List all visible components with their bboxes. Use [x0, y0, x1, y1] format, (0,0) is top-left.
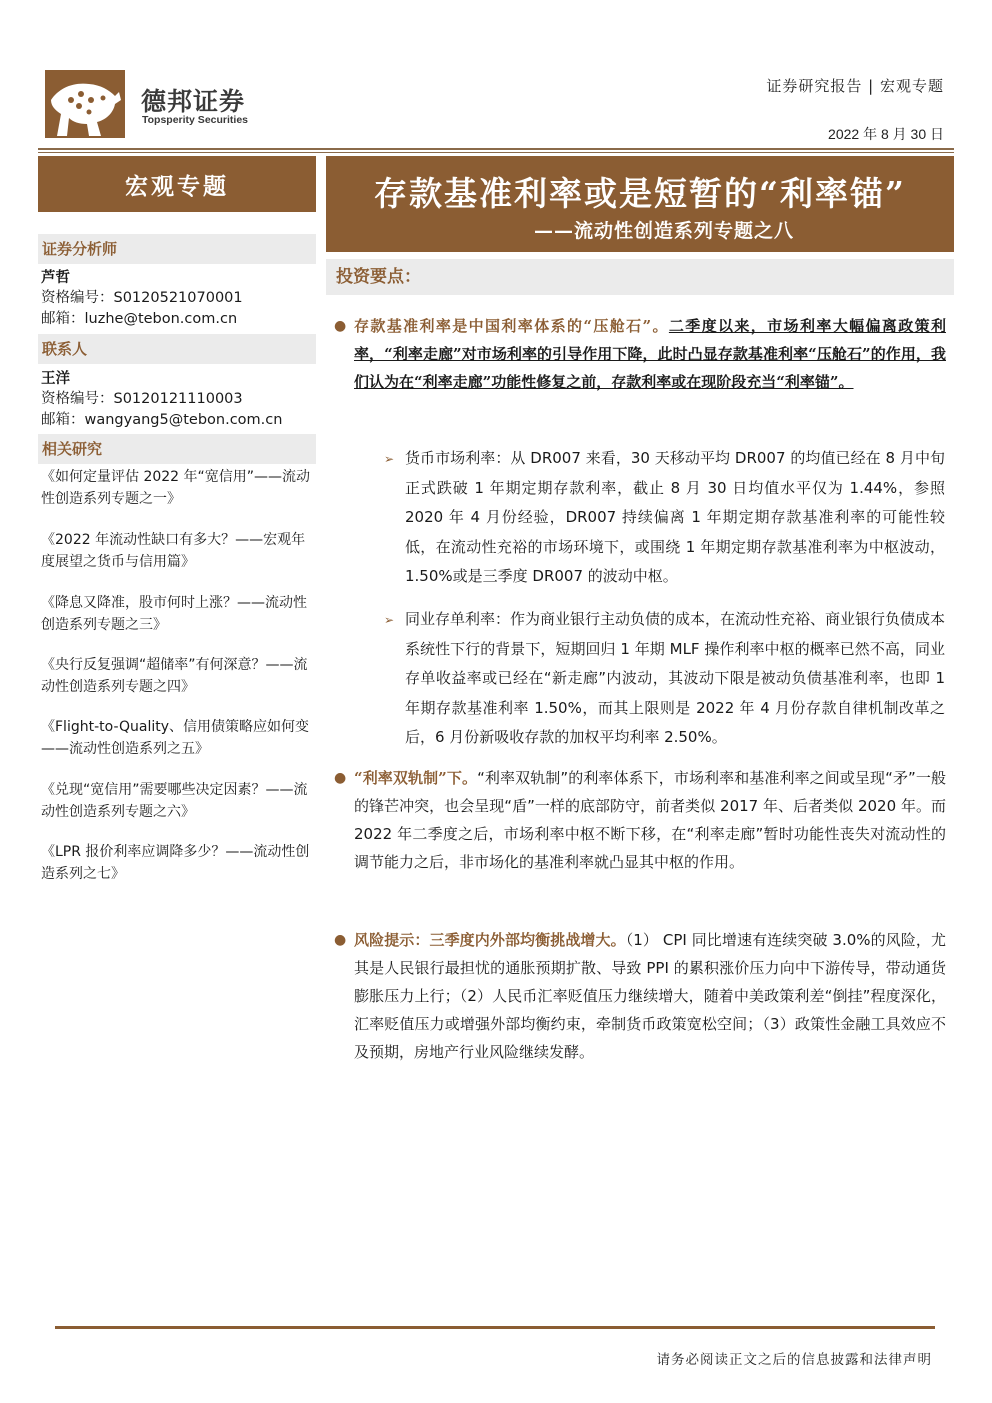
key-point-2-lead: “利率双轨制”下。	[354, 769, 478, 787]
risk-warning	[354, 926, 946, 1066]
contact-cert: 资格编号：S0120121110003	[41, 391, 243, 407]
sub-point-interbank-cd: 同业存单利率：作为商业银行主动负债的成本，在流动性充裕、商业银行负债成本系统性下行的背景下，短期回归 1 年期 MLF 操作利率中枢的概率已然不高，同业存单收益率或已经在“新走廊”内波动，其波动下限是被动负债基准利率，也即 1 年期存款基准利率 1.50%，而其上限则是 2022 年 4 月份存款自律机制改革之后，6 月份新吸收存款的加权平均利率 2.50%。	[405, 610, 946, 746]
report-subtitle: ——流动性创造系列专题之八	[533, 220, 794, 242]
related-report-item[interactable]: 《2022 年流动性缺口有多大？——宏观年度展望之货币与信用篇》	[41, 532, 306, 570]
logo-text-en: Topsperity Securities	[142, 114, 249, 126]
contact-section-heading: 联系人	[38, 334, 316, 364]
arrow-bullet-icon: ➢	[384, 452, 395, 466]
related-report-item[interactable]: 《央行反复强调“超储率”有何深意？——流动性创造系列专题之四》	[41, 657, 308, 695]
analyst-email[interactable]: 邮箱：luzhe@tebon.com.cn	[41, 311, 238, 327]
logo-text-cn: 德邦证券	[141, 87, 246, 116]
category-label: 宏观专题	[125, 172, 229, 200]
category-banner	[38, 156, 316, 212]
related-report-item[interactable]: 《兑现“宽信用”需要哪些决定因素？——流动性创造系列专题之六》	[41, 782, 308, 820]
key-point-2	[354, 764, 946, 876]
contact-email[interactable]: 邮箱：wangyang5@tebon.com.cn	[41, 412, 283, 428]
key-point-1	[354, 312, 946, 396]
related-report-item[interactable]: 《如何定量评估 2022 年“宽信用”——流动性创造系列专题之一》	[41, 469, 311, 507]
related-report-item[interactable]: 《降息又降准，股市何时上涨？——流动性创造系列专题之三》	[41, 595, 307, 633]
risk-warning-lead: 风险提示：三季度内外部均衡挑战增大。	[354, 931, 626, 949]
header-divider-thin	[38, 152, 954, 153]
key-point-1-lead: 存款基准利率是中国利率体系的“压舱石”。	[354, 317, 669, 335]
sub-point-money-market: 货币市场利率：从 DR007 来看，30 天移动平均 DR007 的均值已经在 8 月中旬正式跌破 1 年期定期存款利率，截止 8 月 30 日均值水平仅为 1.44%，参照 2020 年 4 月份经验，DR007 持续偏离 1 年期定期存款基准利率的可能性较低，在流动性充裕的市场环境下，或围绕 1 年期定期存款基准利率为中枢波动，1.50%或是三季度 DR007 的波动中枢。	[405, 449, 945, 585]
analyst-info	[41, 267, 243, 330]
bullet-icon: ●	[334, 318, 347, 334]
bullet-icon: ●	[334, 770, 347, 786]
report-title: 存款基准利率或是短暂的“利率锚”	[374, 174, 906, 213]
related-report-item[interactable]: 《LPR 报价利率应调降多少？——流动性创造系列之七》	[41, 844, 310, 882]
title-banner	[326, 156, 954, 252]
key-point-1-body: 二季度以来，市场利率大幅偏离政策利率，“利率走廊”对市场利率的引导作用下降，此时凸显存款基准利率“压舱石”的作用，我们认为在“利率走廊”功能性修复之前，存款利率或在现阶段充当“利率锚”。	[354, 317, 946, 391]
related-report-item[interactable]: 《Flight-to-Quality、信用债策略应如何变——流动性创造系列之五》	[41, 719, 310, 757]
key-point-2-body: “利率双轨制”的利率体系下，市场利率和基准利率之间或呈现“矛”一般的锋芒冲突，也会呈现“盾”一样的底部防守，前者类似 2017 年、后者类似 2020 年。而 2022 年二季度之后，市场利率中枢不断下移，在“利率走廊”暂时功能性丧失对流动性的调节能力之后，非市场化的基准利率就凸显其中枢的作用。	[354, 769, 946, 871]
analyst-cert: 资格编号：S0120521070001	[41, 290, 243, 306]
key-points-heading: 投资要点：	[326, 259, 954, 295]
analyst-section-heading: 证券分析师	[38, 234, 316, 264]
leopard-logo-icon	[45, 70, 125, 138]
bullet-icon: ●	[334, 932, 347, 948]
related-section-heading: 相关研究	[38, 434, 316, 464]
header-divider	[38, 148, 954, 150]
analyst-name: 芦哲	[41, 269, 70, 286]
company-logo	[45, 70, 255, 140]
risk-warning-body: （1） CPI 同比增速有连续突破 3.0%的风险，尤其是人民银行最担忧的通胀预期扩散、导致 PPI 的累积涨价压力向中下游传导，带动通货膨胀压力上行；（2）人民币汇率贬值压力继续增大，随着中美政策利差“倒挂”程度深化，汇率贬值压力或增强外部均衡约束，牵制货币政策宽松空间；（3）政策性金融工具效应不及预期，房地产行业风险继续发酵。	[354, 931, 946, 1061]
document-type: 证券研究报告 | 宏观专题	[766, 77, 944, 95]
footer-disclaimer: 请务必阅读正文之后的信息披露和法律声明	[656, 1352, 932, 1368]
footer-divider	[55, 1326, 935, 1329]
document-date: 2022 年 8 月 30 日	[828, 126, 944, 142]
contact-name: 王洋	[41, 370, 70, 387]
contact-info	[41, 368, 282, 431]
arrow-bullet-icon: ➢	[384, 613, 395, 627]
